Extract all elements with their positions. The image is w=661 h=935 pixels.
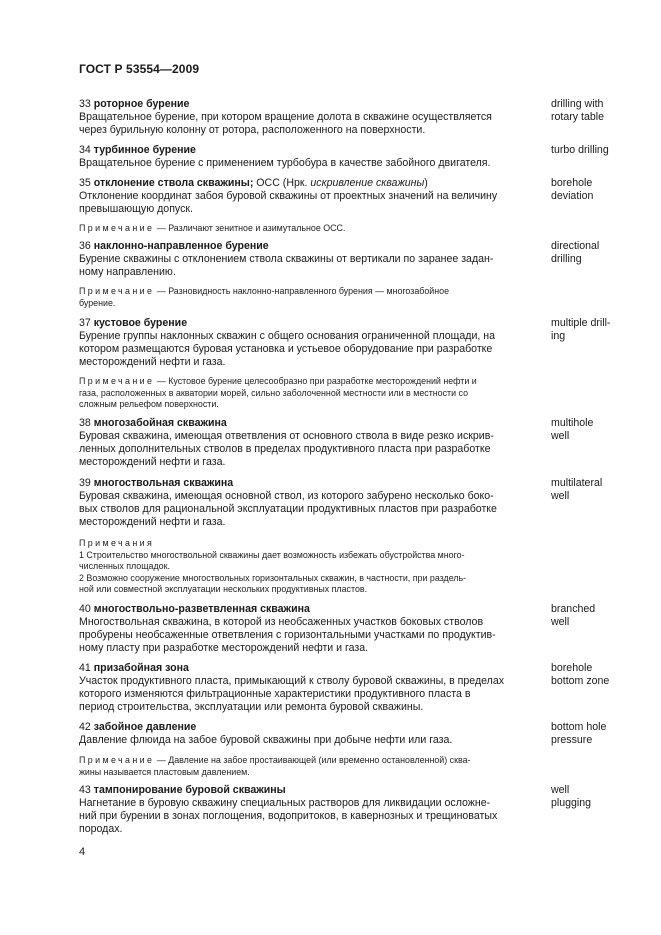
note-line: Различают зенитное и азимутальное ОСС.: [168, 223, 346, 233]
definition-line: ний при бурении в зонах поглощения, водопритоков, в кавернозных и трещиноватых: [79, 810, 498, 823]
note: [79, 286, 520, 309]
english-term-line: well: [551, 616, 570, 629]
document-header: ГОСТ Р 53554—2009: [79, 62, 200, 76]
note-line: численных площадок.: [79, 561, 170, 572]
term-entry: [79, 317, 520, 369]
definition-line: породах.: [79, 823, 123, 836]
term-number: 34: [79, 144, 91, 156]
term-entry: [79, 721, 520, 747]
definition-line: вых стволов для рациональной эксплуатации продуктивных пластов при разработке: [79, 503, 497, 516]
definition-line: месторождений нефти и газа.: [79, 456, 226, 469]
term-synonym-close: ): [424, 177, 428, 189]
english-equivalent: [551, 177, 643, 203]
english-term-line: plugging: [551, 797, 592, 810]
note-line: 2 Возможно сооружение многоствольных горизонтальных скважин, в частности, при раздель-: [79, 572, 467, 583]
english-equivalent: [551, 784, 643, 810]
english-equivalent: [551, 317, 643, 343]
english-term-line: multiple drill-: [551, 317, 611, 329]
definition-line: котором размещаются буровая установка и устьевое оборудование при разработке: [79, 343, 493, 356]
definition-line: пробурены необсаженные ответвления с горизонтальными участками по продуктив-: [79, 629, 496, 642]
english-equivalent: [551, 240, 643, 266]
definition-line: Вращательное бурение с применением турбобура в качестве забойного двигателя.: [79, 157, 491, 170]
note-label: Примечание: [79, 755, 155, 765]
term-entry: [79, 240, 520, 279]
term-number: 41: [79, 662, 91, 674]
english-equivalent: [551, 98, 643, 124]
english-equivalent: [551, 662, 643, 688]
note-line: 1 Строительство многоствольной скважины дает возможность избежать обустройства много-: [79, 549, 465, 560]
term-number: 33: [79, 98, 91, 110]
english-term-line: multilateral: [551, 477, 603, 489]
english-equivalent: [551, 721, 643, 747]
definition-line: Бурение скважины с отклонением ствола скважины от вертикали по заранее задан-: [79, 253, 494, 266]
term-number: 38: [79, 417, 91, 429]
note-line: жины называется пластовым давлением.: [79, 766, 250, 777]
term-number: 37: [79, 317, 91, 329]
english-term-line: well: [551, 490, 570, 503]
definition-line: ному пласту при разработке месторождений нефти и газа.: [79, 642, 369, 655]
definition-line: через бурильную колонну от ротора, расположенного на поверхности.: [79, 124, 426, 137]
definition-line: Многоствольная скважина, в которой из необсаженных участков боковых стволов: [79, 616, 484, 629]
note-line: ной или совместной эксплуатации нескольких продуктивных пластов.: [79, 584, 368, 595]
term-entry: [79, 603, 520, 655]
english-equivalent: [551, 144, 643, 157]
english-equivalent: [551, 477, 643, 503]
note-dash: —: [154, 755, 169, 765]
note-line: Разновидность наклонно-направленного бурения — многозабойное: [168, 286, 450, 296]
note-dash: —: [154, 223, 169, 233]
english-term-line: bottom hole: [551, 721, 607, 733]
term-name: многозабойная скважина: [93, 417, 227, 429]
term-name: призабойная зона: [93, 662, 189, 674]
english-term-line: borehole: [551, 662, 593, 674]
definition-line: ному направлению.: [79, 266, 176, 279]
definition-line: Буровая скважина, имеющая основной ствол, из которого забурено несколько боко-: [79, 490, 494, 503]
term-entry: [79, 784, 520, 836]
english-term-line: well: [551, 430, 570, 443]
note-dash: —: [154, 376, 169, 386]
term-entry: [79, 144, 520, 170]
english-term-line: drilling with: [551, 98, 604, 110]
term-name: многоствольная скважина: [93, 477, 234, 489]
note: [79, 755, 520, 778]
note-line: сложным рельефом поверхности.: [79, 399, 219, 410]
definition-line: Участок продуктивного пласта, примыкающий к стволу буровой скважины, в пределах: [79, 675, 505, 688]
page-number: 4: [79, 846, 86, 858]
definition-line: Буровая скважина, имеющая ответвления от основного ствола в виде резко искрив-: [79, 430, 494, 443]
note: [79, 538, 520, 596]
definition-line: месторождений нефти и газа.: [79, 516, 226, 529]
term-name: турбинное бурение: [93, 144, 196, 156]
definition-line: Вращательное бурение, при котором вращение долота в скважине осуществляется: [79, 111, 492, 124]
term-name: многоствольно-разветвленная скважина: [93, 603, 310, 615]
term-number: 39: [79, 477, 91, 489]
definition-line: Отклонение координат забоя буровой скважины от проектных значений на величину: [79, 190, 498, 203]
english-term-line: ing: [551, 330, 566, 343]
note-label: Примечание: [79, 223, 155, 233]
english-term-line: deviation: [551, 190, 594, 203]
english-term-line: borehole: [551, 177, 593, 189]
note-label: Примечания: [79, 538, 155, 548]
definition-line: период строительства, эксплуатации или ремонта буровой скважины.: [79, 701, 424, 714]
english-term-line: drilling: [551, 253, 582, 266]
term-number: 42: [79, 721, 91, 733]
english-term-line: multihole: [551, 417, 594, 429]
term-entry: [79, 177, 520, 216]
term-deprecated: искривление скважины: [310, 177, 425, 189]
term-number: 35: [79, 177, 91, 189]
english-term-line: branched: [551, 603, 596, 615]
term-name: кустовое бурение: [93, 317, 188, 329]
term-number: 43: [79, 784, 91, 796]
term-name: роторное бурение: [93, 98, 190, 110]
note: [79, 376, 520, 411]
english-term-line: directional: [551, 240, 600, 252]
note: [79, 223, 520, 235]
english-equivalent: [551, 417, 643, 443]
english-term-line: well: [551, 784, 570, 796]
definition-line: Нагнетание в буровую скважину специальных растворов для ликвидации осложне-: [79, 797, 491, 810]
english-equivalent: [551, 603, 643, 629]
term-entry: [79, 417, 520, 469]
term-number: 40: [79, 603, 91, 615]
note-line: бурение.: [79, 297, 116, 308]
note-label: Примечание: [79, 286, 155, 296]
note-line: Давление на забое простаивающей (или временно остановленной) сква-: [168, 755, 471, 765]
term-name: отклонение ствола скважины;: [93, 177, 254, 189]
english-term-line: pressure: [551, 734, 593, 747]
note-dash: —: [154, 286, 169, 296]
note-line: газа, расположенных в акватории морей, сильно заболоченной местности или в местности со: [79, 387, 468, 398]
note-label: Примечание: [79, 376, 155, 386]
definition-line: месторождений нефти и газа.: [79, 356, 226, 369]
note-line: Кустовое бурение целесообразно при разработке месторождений нефти и: [168, 376, 477, 386]
definition-line: Бурение группы наклонных скважин с общего основания ограниченной площади, на: [79, 330, 495, 343]
definition-line: превышающую допуск.: [79, 203, 193, 216]
term-synonym: ОСС (Нрк.: [253, 177, 311, 189]
english-term-line: bottom zone: [551, 675, 610, 688]
term-entry: [79, 662, 520, 714]
term-name: забойное давление: [93, 721, 197, 733]
term-entry: [79, 98, 520, 137]
term-name: тампонирование буровой скважины: [93, 784, 286, 796]
definition-line: Давление флюида на забое буровой скважины при добыче нефти или газа.: [79, 734, 453, 747]
term-entry: [79, 477, 520, 529]
term-number: 36: [79, 240, 91, 252]
definition-line: которого изменяются фильтрационные характеристики продуктивного пласта в: [79, 688, 471, 701]
english-term-line: rotary table: [551, 111, 604, 124]
english-term-line: turbo drilling: [551, 144, 609, 156]
definition-line: ленных дополнительных стволов в пределах продуктивного пласта при разработке: [79, 443, 491, 456]
term-name: наклонно-направленное бурение: [93, 240, 269, 252]
